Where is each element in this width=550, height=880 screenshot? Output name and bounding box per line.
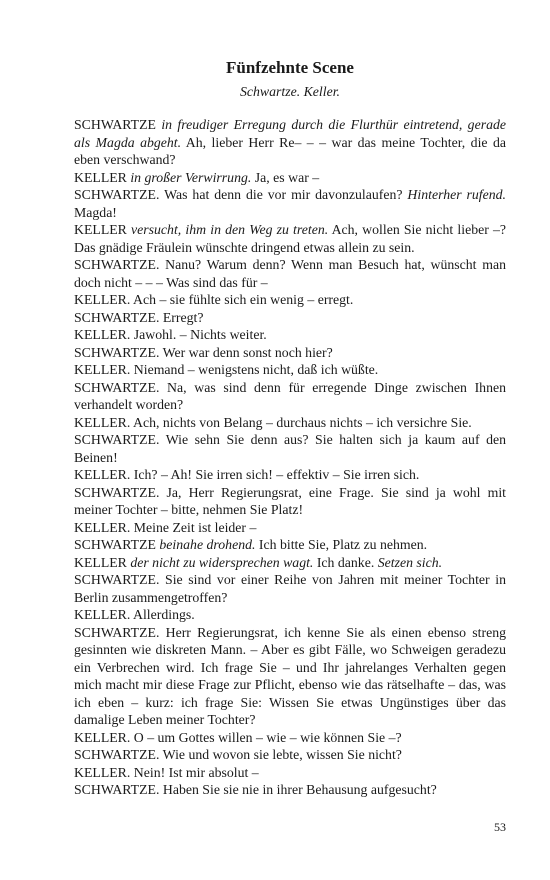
dialogue-paragraph	[74, 186, 506, 221]
dialogue-text: SCHWARTZE. Wie und wovon sie lebte, wissen Sie nicht?	[74, 747, 402, 762]
dialogue-paragraph	[74, 781, 506, 799]
dialogue-paragraph	[74, 169, 506, 187]
dialogue-text: KELLER. Ach, nichts von Belang – durchaus nichts – ich versichre Sie.	[74, 414, 472, 430]
dialogue-paragraph	[74, 484, 506, 519]
dialogue-paragraph	[74, 379, 506, 414]
dialogue-text: SCHWARTZE. Ja, Herr Regierungsrat, eine Frage. Sie sind ja wohl mit meiner Tochter – bitte, nehmen Sie Platz!	[74, 484, 506, 517]
dialogue-paragraph	[74, 519, 506, 537]
dialogue-paragraph	[74, 344, 506, 362]
dialogue-text: KELLER. Meine Zeit ist leider –	[74, 519, 257, 535]
dialogue-text: Ah, lieber Herr Re– – – war das meine Tochter, die da eben verschwand?	[74, 134, 506, 167]
stage-direction: in freudiger Erregung durch die Flurthür eintretend, gerade als Magda abgeht.	[74, 117, 506, 150]
dialogue-paragraph	[74, 536, 506, 554]
dialogue-body	[74, 116, 506, 799]
dialogue-text: Ich bitte Sie, Platz zu nehmen.	[255, 537, 428, 552]
dialogue-text: KELLER. Jawohl. – Nichts weiter.	[74, 327, 267, 342]
dialogue-paragraph	[74, 361, 506, 379]
stage-direction: in großer Verwirrung.	[130, 169, 252, 185]
dialogue-text: KELLER	[74, 222, 132, 237]
dialogue-text: KELLER	[74, 169, 131, 185]
dialogue-text: SCHWARTZE. Nanu? Warum denn? Wenn man Besuch hat, wünscht man doch nicht – – – Was sind das für –	[74, 257, 506, 290]
dialogue-paragraph	[74, 729, 506, 747]
dialogue-paragraph	[74, 256, 506, 291]
dialogue-text: KELLER. Allerdings.	[74, 607, 195, 622]
scene-title: Fünfzehnte Scene	[226, 58, 354, 77]
scene-characters: Schwartze. Keller.	[239, 84, 341, 99]
page-number: 53	[494, 820, 506, 834]
dialogue-paragraph	[74, 746, 506, 764]
stage-direction: beinahe drohend.	[159, 537, 256, 552]
dialogue-text: SCHWARTZE	[74, 537, 160, 552]
dialogue-text: SCHWARTZE	[74, 117, 162, 132]
dialogue-text: SCHWARTZE. Wie sehn Sie denn aus? Sie halten sich ja kaum auf den Beinen!	[74, 432, 506, 465]
dialogue-text: Magda!	[74, 204, 117, 220]
dialogue-paragraph	[74, 309, 506, 327]
dialogue-text: KELLER. Niemand – wenigstens nicht, daß ich wüßte.	[74, 362, 379, 377]
dialogue-paragraph	[74, 326, 506, 344]
dialogue-text: SCHWARTZE. Erregt?	[74, 309, 204, 325]
stage-direction: Setzen sich.	[377, 554, 443, 570]
dialogue-text: SCHWARTZE. Was hat denn die vor mir davonzulaufen?	[74, 187, 408, 202]
dialogue-text: Ach, wollen Sie nicht lieber –? Das gnädige Fräulein wünschte dringend etwas allein zu sein.	[74, 222, 506, 255]
stage-direction: versucht, ihm in den Weg zu treten.	[131, 222, 329, 237]
dialogue-text: SCHWARTZE. Haben Sie sie nie in ihrer Behausung aufgesucht?	[74, 782, 437, 797]
dialogue-paragraph	[74, 431, 506, 466]
dialogue-text: Ich danke.	[313, 554, 378, 570]
dialogue-paragraph	[74, 116, 506, 169]
dialogue-paragraph	[74, 414, 506, 432]
dialogue-text: KELLER. Ach – sie fühlte sich ein wenig – erregt.	[74, 292, 354, 307]
dialogue-text: KELLER. Ich? – Ah! Sie irren sich! – effektiv – Sie irren sich.	[74, 467, 420, 482]
dialogue-paragraph	[74, 606, 506, 624]
dialogue-text: KELLER. O – um Gottes willen – wie – wie können Sie –?	[74, 729, 402, 745]
dialogue-text: KELLER. Nein! Ist mir absolut –	[74, 764, 259, 780]
dialogue-paragraph	[74, 571, 506, 606]
dialogue-text: SCHWARTZE. Sie sind vor einer Reihe von Jahren mit meiner Tochter in Berlin zusammengetroffen?	[74, 572, 506, 605]
dialogue-text: SCHWARTZE. Herr Regierungsrat, ich kenne Sie als einen ebenso streng gesinnten wie diskreten Mann. – Aber es gibt Fälle, wo Schweigen geradezu ein Verbrechen wird. Ich frage Sie – und Ihr jahrelanges Verhalten gegen mich macht mir diese Frage zur Pflicht, ebenso wie das rätselhafte – das, was ich eben – kurz: ich frage Sie: Wissen Sie etwas Ungünstiges über das damalige Leben meiner Tochter?	[74, 624, 506, 727]
dialogue-text: Ja, es war –	[251, 169, 320, 185]
dialogue-paragraph	[74, 764, 506, 782]
dialogue-paragraph	[74, 624, 506, 729]
dialogue-paragraph	[74, 466, 506, 484]
dialogue-text: KELLER	[74, 554, 131, 570]
page-content	[74, 57, 506, 799]
stage-direction: Hinterher rufend.	[407, 187, 506, 202]
dialogue-text: SCHWARTZE. Wer war denn sonst noch hier?	[74, 344, 333, 360]
stage-direction: der nicht zu widersprechen wagt.	[130, 554, 314, 570]
dialogue-text: SCHWARTZE. Na, was sind denn für erregende Dinge zwischen Ihnen verhandelt worden?	[74, 379, 506, 412]
dialogue-paragraph	[74, 221, 506, 256]
dialogue-paragraph	[74, 291, 506, 309]
dialogue-paragraph	[74, 554, 506, 572]
